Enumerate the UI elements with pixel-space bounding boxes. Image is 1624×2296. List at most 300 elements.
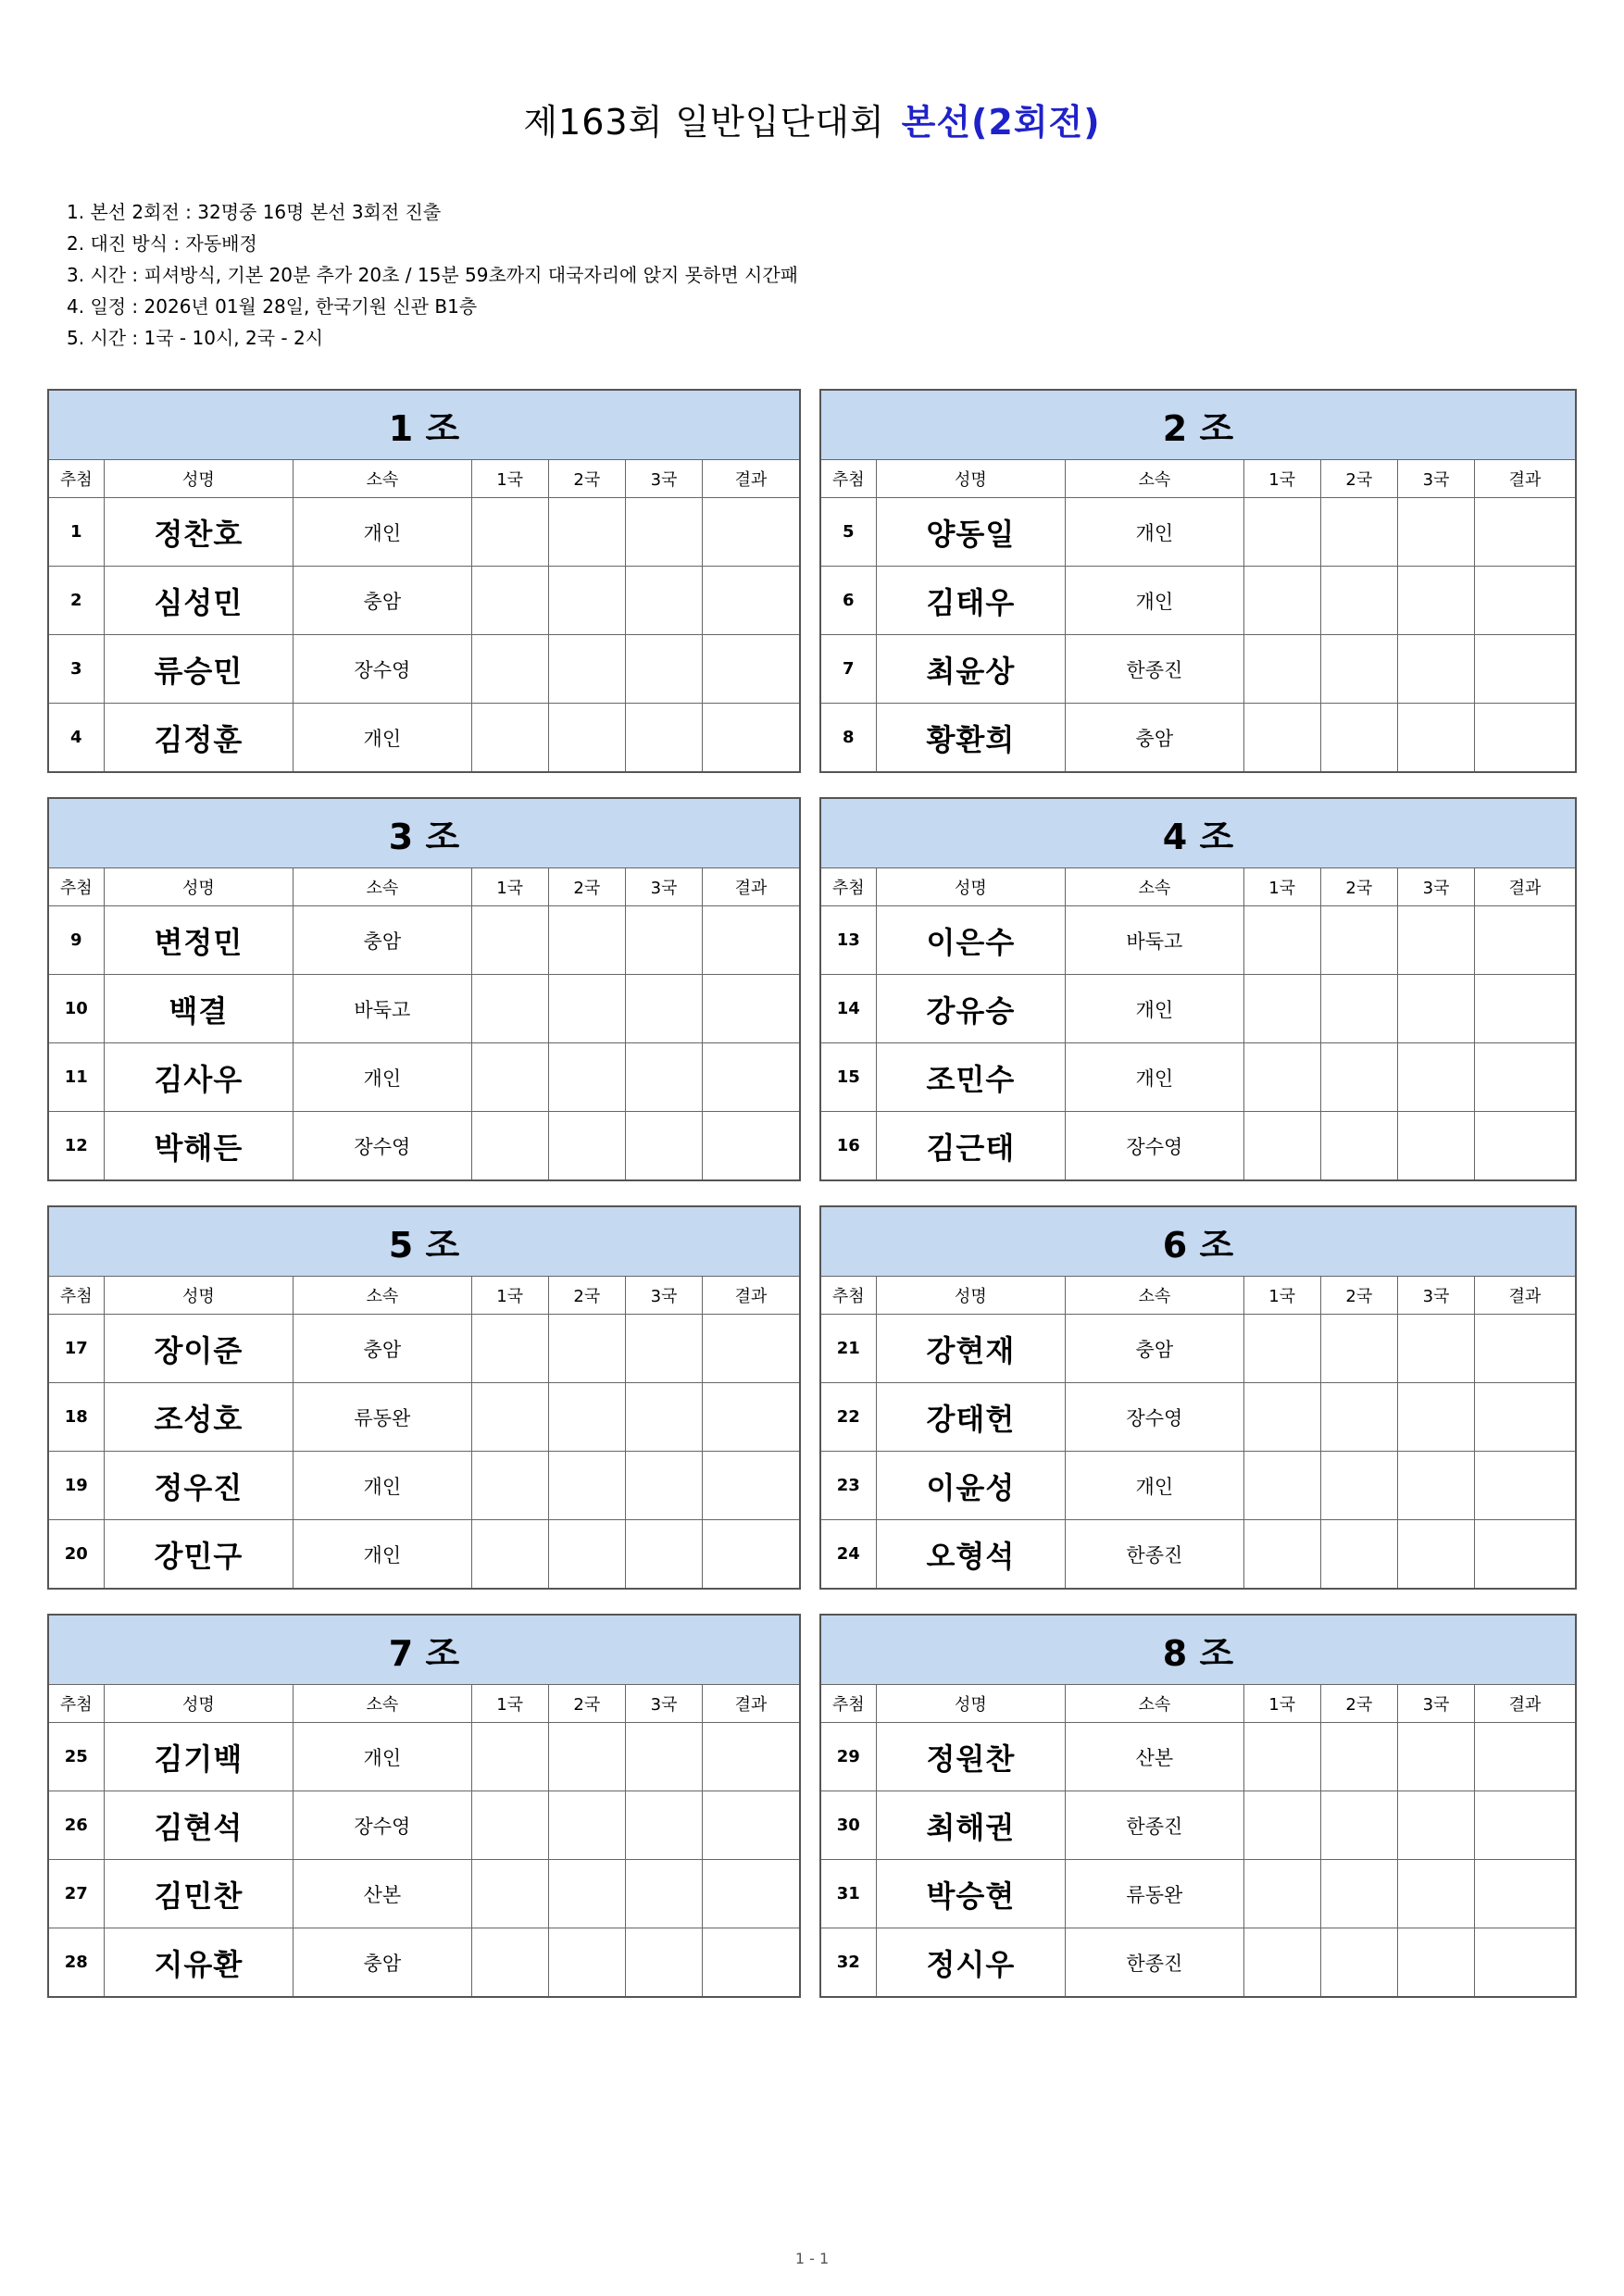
game2-cell <box>548 1383 625 1452</box>
game3-cell <box>1397 635 1474 704</box>
col-header-result: 결과 <box>703 868 800 906</box>
col-header-game3: 3국 <box>1397 868 1474 906</box>
game2-cell <box>548 1315 625 1383</box>
game2-cell <box>1320 1452 1397 1520</box>
game3-cell <box>625 1043 702 1112</box>
group-title: 5 조 <box>48 1206 800 1277</box>
player-row <box>820 1723 1576 1791</box>
game1-cell <box>1243 1791 1320 1860</box>
col-header-result: 결과 <box>1475 460 1576 498</box>
player-row <box>820 1452 1576 1520</box>
col-header-game1: 1국 <box>1243 1685 1320 1723</box>
col-header-name: 성명 <box>104 1277 293 1315</box>
player-row <box>820 1315 1576 1383</box>
game3-cell <box>1397 1383 1474 1452</box>
game2-cell <box>1320 498 1397 567</box>
player-name: 박해든 <box>104 1112 293 1181</box>
col-header-game1: 1국 <box>471 460 548 498</box>
game2-cell <box>1320 906 1397 975</box>
player-affiliation: 장수영 <box>1066 1112 1243 1181</box>
draw-number: 4 <box>48 704 104 773</box>
player-name: 김민찬 <box>104 1860 293 1928</box>
draw-number: 20 <box>48 1520 104 1590</box>
player-name: 김정훈 <box>104 704 293 773</box>
player-row <box>820 1520 1576 1590</box>
draw-number: 32 <box>820 1928 876 1998</box>
group-table <box>47 389 801 773</box>
result-cell <box>1475 1860 1576 1928</box>
draw-number: 5 <box>820 498 876 567</box>
player-name: 김현석 <box>104 1791 293 1860</box>
game3-cell <box>625 1723 702 1791</box>
col-header-game1: 1국 <box>1243 460 1320 498</box>
col-header-game3: 3국 <box>625 1277 702 1315</box>
draw-number: 12 <box>48 1112 104 1181</box>
col-header-name: 성명 <box>876 1277 1065 1315</box>
result-cell <box>1475 567 1576 635</box>
player-row <box>48 567 800 635</box>
player-row <box>48 1315 800 1383</box>
player-affiliation: 산본 <box>294 1860 471 1928</box>
result-cell <box>703 1112 800 1181</box>
result-cell <box>703 975 800 1043</box>
game1-cell <box>1243 1315 1320 1383</box>
draw-number: 19 <box>48 1452 104 1520</box>
col-header-result: 결과 <box>1475 1685 1576 1723</box>
col-header-game2: 2국 <box>1320 460 1397 498</box>
game3-cell <box>1397 567 1474 635</box>
game1-cell <box>1243 1043 1320 1112</box>
player-row <box>48 1860 800 1928</box>
player-affiliation: 장수영 <box>294 635 471 704</box>
result-cell <box>703 704 800 773</box>
col-header-affiliation: 소속 <box>1066 460 1243 498</box>
col-header-game2: 2국 <box>1320 1277 1397 1315</box>
game2-cell <box>1320 1791 1397 1860</box>
col-header-draw: 추첨 <box>820 1277 876 1315</box>
groups-grid <box>47 389 1577 1998</box>
draw-number: 18 <box>48 1383 104 1452</box>
game3-cell <box>625 1520 702 1590</box>
game2-cell <box>548 1928 625 1998</box>
group-title: 8 조 <box>820 1615 1576 1685</box>
player-affiliation: 개인 <box>1066 975 1243 1043</box>
draw-number: 29 <box>820 1723 876 1791</box>
player-affiliation: 개인 <box>294 1043 471 1112</box>
result-cell <box>1475 1452 1576 1520</box>
game2-cell <box>548 704 625 773</box>
game1-cell <box>1243 1860 1320 1928</box>
game3-cell <box>1397 498 1474 567</box>
note-item: 4. 일정 : 2026년 01월 28일, 한국기원 신관 B1층 <box>67 295 478 318</box>
result-cell <box>703 1043 800 1112</box>
player-row <box>48 1791 800 1860</box>
game3-cell <box>625 1383 702 1452</box>
draw-number: 30 <box>820 1791 876 1860</box>
game1-cell <box>1243 975 1320 1043</box>
game2-cell <box>548 1520 625 1590</box>
player-affiliation: 개인 <box>294 1723 471 1791</box>
player-row <box>820 1860 1576 1928</box>
col-header-game2: 2국 <box>548 460 625 498</box>
col-header-result: 결과 <box>1475 1277 1576 1315</box>
result-cell <box>1475 498 1576 567</box>
col-header-game3: 3국 <box>1397 1277 1474 1315</box>
col-header-game1: 1국 <box>1243 868 1320 906</box>
game2-cell <box>1320 1723 1397 1791</box>
group-table <box>819 797 1577 1181</box>
player-row <box>48 1723 800 1791</box>
game2-cell <box>1320 1112 1397 1181</box>
game2-cell <box>1320 635 1397 704</box>
player-row <box>820 498 1576 567</box>
player-name: 장이준 <box>104 1315 293 1383</box>
game3-cell <box>1397 1860 1474 1928</box>
player-row <box>48 906 800 975</box>
result-cell <box>1475 1928 1576 1998</box>
result-cell <box>1475 704 1576 773</box>
title-main: 제163회 일반입단대회 <box>523 102 885 143</box>
player-affiliation: 충암 <box>1066 1315 1243 1383</box>
player-name: 김근태 <box>876 1112 1065 1181</box>
result-cell <box>1475 1520 1576 1590</box>
result-cell <box>1475 635 1576 704</box>
player-affiliation: 류동완 <box>294 1383 471 1452</box>
col-header-draw: 추첨 <box>48 1277 104 1315</box>
game1-cell <box>471 635 548 704</box>
player-row <box>48 1928 800 1998</box>
player-affiliation: 개인 <box>1066 1452 1243 1520</box>
result-cell <box>1475 1383 1576 1452</box>
game2-cell <box>1320 704 1397 773</box>
group-table <box>819 1614 1577 1998</box>
col-header-name: 성명 <box>104 868 293 906</box>
player-name: 최해권 <box>876 1791 1065 1860</box>
player-affiliation: 장수영 <box>294 1791 471 1860</box>
draw-number: 31 <box>820 1860 876 1928</box>
col-header-name: 성명 <box>876 868 1065 906</box>
game1-cell <box>1243 567 1320 635</box>
game3-cell <box>1397 906 1474 975</box>
player-row <box>820 1383 1576 1452</box>
col-header-game3: 3국 <box>1397 460 1474 498</box>
game2-cell <box>548 1043 625 1112</box>
game1-cell <box>471 1791 548 1860</box>
game2-cell <box>548 975 625 1043</box>
result-cell <box>1475 975 1576 1043</box>
player-row <box>48 975 800 1043</box>
player-name: 김기백 <box>104 1723 293 1791</box>
game3-cell <box>625 1860 702 1928</box>
col-header-affiliation: 소속 <box>294 868 471 906</box>
col-header-draw: 추첨 <box>820 1685 876 1723</box>
draw-number: 15 <box>820 1043 876 1112</box>
col-header-name: 성명 <box>876 1685 1065 1723</box>
note-item: 3. 시간 : 피셔방식, 기본 20분 추가 20초 / 15분 59초까지 대국자리에 앉지 못하면 시간패 <box>67 264 798 286</box>
game1-cell <box>1243 1928 1320 1998</box>
player-affiliation: 장수영 <box>294 1112 471 1181</box>
player-name: 류승민 <box>104 635 293 704</box>
game3-cell <box>1397 1928 1474 1998</box>
player-name: 심성민 <box>104 567 293 635</box>
group-title: 6 조 <box>820 1206 1576 1277</box>
game1-cell <box>471 567 548 635</box>
player-name: 강태헌 <box>876 1383 1065 1452</box>
player-name: 최윤상 <box>876 635 1065 704</box>
player-name: 김태우 <box>876 567 1065 635</box>
player-affiliation: 개인 <box>1066 567 1243 635</box>
col-header-draw: 추첨 <box>48 1685 104 1723</box>
game1-cell <box>1243 1723 1320 1791</box>
game2-cell <box>548 1860 625 1928</box>
player-row <box>48 498 800 567</box>
game2-cell <box>548 1791 625 1860</box>
group-table <box>47 1614 801 1998</box>
player-affiliation: 충암 <box>294 1928 471 1998</box>
player-affiliation: 개인 <box>294 1520 471 1590</box>
player-name: 정원찬 <box>876 1723 1065 1791</box>
game3-cell <box>1397 1520 1474 1590</box>
player-name: 강유승 <box>876 975 1065 1043</box>
player-affiliation: 산본 <box>1066 1723 1243 1791</box>
game1-cell <box>1243 906 1320 975</box>
game1-cell <box>471 906 548 975</box>
game1-cell <box>471 1383 548 1452</box>
player-affiliation: 충암 <box>294 567 471 635</box>
player-affiliation: 개인 <box>294 1452 471 1520</box>
notes-list <box>67 196 798 354</box>
note-item: 5. 시간 : 1국 - 10시, 2국 - 2시 <box>67 327 324 349</box>
game3-cell <box>625 498 702 567</box>
col-header-game2: 2국 <box>1320 1685 1397 1723</box>
game1-cell <box>1243 635 1320 704</box>
col-header-affiliation: 소속 <box>294 1277 471 1315</box>
game2-cell <box>1320 1315 1397 1383</box>
col-header-draw: 추첨 <box>48 868 104 906</box>
game2-cell <box>548 906 625 975</box>
draw-number: 17 <box>48 1315 104 1383</box>
player-affiliation: 개인 <box>294 498 471 567</box>
result-cell <box>703 635 800 704</box>
player-name: 양동일 <box>876 498 1065 567</box>
game2-cell <box>548 1452 625 1520</box>
player-name: 오형석 <box>876 1520 1065 1590</box>
draw-number: 22 <box>820 1383 876 1452</box>
game1-cell <box>1243 1520 1320 1590</box>
result-cell <box>1475 1315 1576 1383</box>
draw-number: 3 <box>48 635 104 704</box>
page-title <box>0 96 1624 148</box>
title-highlight: 본선(2회전) <box>901 102 1101 143</box>
player-affiliation: 개인 <box>1066 1043 1243 1112</box>
page-number: 1 - 1 <box>794 2250 830 2267</box>
game2-cell <box>548 635 625 704</box>
col-header-draw: 추첨 <box>48 460 104 498</box>
col-header-game1: 1국 <box>471 868 548 906</box>
game1-cell <box>471 1928 548 1998</box>
game2-cell <box>548 567 625 635</box>
result-cell <box>703 1791 800 1860</box>
draw-number: 26 <box>48 1791 104 1860</box>
game1-cell <box>471 1520 548 1590</box>
game2-cell <box>1320 975 1397 1043</box>
game2-cell <box>548 498 625 567</box>
col-header-affiliation: 소속 <box>294 1685 471 1723</box>
col-header-result: 결과 <box>703 1277 800 1315</box>
result-cell <box>703 1723 800 1791</box>
col-header-game3: 3국 <box>625 460 702 498</box>
game2-cell <box>1320 567 1397 635</box>
draw-number: 24 <box>820 1520 876 1590</box>
player-row <box>48 1383 800 1452</box>
group-title: 4 조 <box>820 798 1576 868</box>
player-name: 조민수 <box>876 1043 1065 1112</box>
col-header-game3: 3국 <box>1397 1685 1474 1723</box>
player-row <box>820 567 1576 635</box>
group-title: 3 조 <box>48 798 800 868</box>
game3-cell <box>625 1928 702 1998</box>
draw-number: 27 <box>48 1860 104 1928</box>
player-row <box>820 635 1576 704</box>
game1-cell <box>1243 1383 1320 1452</box>
game3-cell <box>1397 1315 1474 1383</box>
player-affiliation: 충암 <box>294 1315 471 1383</box>
game3-cell <box>625 635 702 704</box>
draw-number: 7 <box>820 635 876 704</box>
player-affiliation: 한종진 <box>1066 1928 1243 1998</box>
col-header-game2: 2국 <box>548 868 625 906</box>
draw-number: 8 <box>820 704 876 773</box>
result-cell <box>703 1315 800 1383</box>
game3-cell <box>625 975 702 1043</box>
game3-cell <box>1397 1791 1474 1860</box>
game3-cell <box>1397 1452 1474 1520</box>
player-affiliation: 바둑고 <box>294 975 471 1043</box>
player-name: 강현재 <box>876 1315 1065 1383</box>
group-table <box>47 797 801 1181</box>
col-header-affiliation: 소속 <box>294 460 471 498</box>
game1-cell <box>1243 1112 1320 1181</box>
player-row <box>820 975 1576 1043</box>
player-row <box>820 1043 1576 1112</box>
game1-cell <box>1243 1452 1320 1520</box>
game3-cell <box>625 1315 702 1383</box>
game2-cell <box>1320 1928 1397 1998</box>
player-affiliation: 충암 <box>1066 704 1243 773</box>
player-row <box>820 1791 1576 1860</box>
result-cell <box>703 567 800 635</box>
draw-number: 10 <box>48 975 104 1043</box>
game3-cell <box>1397 1112 1474 1181</box>
game1-cell <box>471 975 548 1043</box>
col-header-name: 성명 <box>104 460 293 498</box>
result-cell <box>1475 1112 1576 1181</box>
col-header-game2: 2국 <box>548 1277 625 1315</box>
group-title: 7 조 <box>48 1615 800 1685</box>
col-header-draw: 추첨 <box>820 460 876 498</box>
player-affiliation: 한종진 <box>1066 1520 1243 1590</box>
player-row <box>820 704 1576 773</box>
group-table <box>819 389 1577 773</box>
game1-cell <box>471 1315 548 1383</box>
game2-cell <box>1320 1383 1397 1452</box>
draw-number: 28 <box>48 1928 104 1998</box>
player-row <box>48 1520 800 1590</box>
col-header-name: 성명 <box>876 460 1065 498</box>
game3-cell <box>625 906 702 975</box>
game3-cell <box>625 1791 702 1860</box>
player-name: 황환희 <box>876 704 1065 773</box>
result-cell <box>703 1452 800 1520</box>
group-title: 2 조 <box>820 390 1576 460</box>
col-header-result: 결과 <box>703 460 800 498</box>
col-header-result: 결과 <box>1475 868 1576 906</box>
col-header-game2: 2국 <box>1320 868 1397 906</box>
game3-cell <box>625 567 702 635</box>
player-name: 정찬호 <box>104 498 293 567</box>
col-header-name: 성명 <box>104 1685 293 1723</box>
note-item: 1. 본선 2회전 : 32명중 16명 본선 3회전 진출 <box>67 201 442 223</box>
col-header-affiliation: 소속 <box>1066 868 1243 906</box>
game1-cell <box>471 1452 548 1520</box>
draw-number: 9 <box>48 906 104 975</box>
player-affiliation: 한종진 <box>1066 1791 1243 1860</box>
player-row <box>820 1112 1576 1181</box>
player-name: 백결 <box>104 975 293 1043</box>
game1-cell <box>471 1112 548 1181</box>
game1-cell <box>471 1860 548 1928</box>
player-name: 김사우 <box>104 1043 293 1112</box>
col-header-game1: 1국 <box>1243 1277 1320 1315</box>
col-header-draw: 추첨 <box>820 868 876 906</box>
game2-cell <box>1320 1860 1397 1928</box>
game2-cell <box>548 1723 625 1791</box>
game3-cell <box>1397 1723 1474 1791</box>
game3-cell <box>625 1452 702 1520</box>
player-row <box>48 704 800 773</box>
game1-cell <box>471 704 548 773</box>
game2-cell <box>1320 1043 1397 1112</box>
result-cell <box>703 1383 800 1452</box>
player-row <box>820 906 1576 975</box>
player-affiliation: 류동완 <box>1066 1860 1243 1928</box>
col-header-game3: 3국 <box>625 868 702 906</box>
draw-number: 14 <box>820 975 876 1043</box>
result-cell <box>1475 1791 1576 1860</box>
draw-number: 25 <box>48 1723 104 1791</box>
game3-cell <box>1397 975 1474 1043</box>
draw-number: 16 <box>820 1112 876 1181</box>
player-affiliation: 충암 <box>294 906 471 975</box>
player-row <box>48 1452 800 1520</box>
result-cell <box>703 1860 800 1928</box>
player-name: 강민구 <box>104 1520 293 1590</box>
game1-cell <box>471 1723 548 1791</box>
game3-cell <box>1397 704 1474 773</box>
player-name: 조성호 <box>104 1383 293 1452</box>
draw-number: 6 <box>820 567 876 635</box>
game2-cell <box>1320 1520 1397 1590</box>
col-header-affiliation: 소속 <box>1066 1685 1243 1723</box>
player-name: 이윤성 <box>876 1452 1065 1520</box>
player-name: 정우진 <box>104 1452 293 1520</box>
game3-cell <box>1397 1043 1474 1112</box>
result-cell <box>1475 1723 1576 1791</box>
player-name: 변정민 <box>104 906 293 975</box>
col-header-affiliation: 소속 <box>1066 1277 1243 1315</box>
result-cell <box>703 1520 800 1590</box>
col-header-game1: 1국 <box>471 1685 548 1723</box>
